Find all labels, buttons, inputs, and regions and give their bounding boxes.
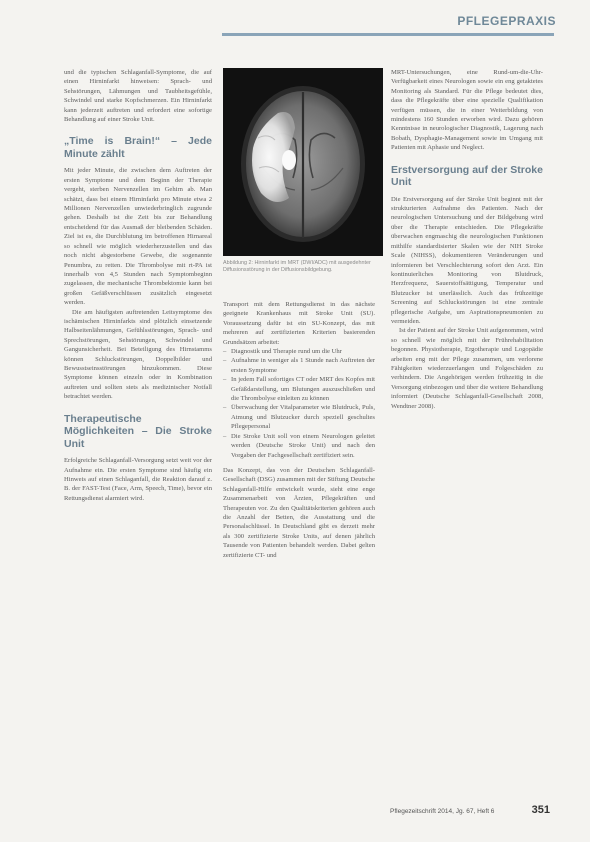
paragraph: Die Erstversorgung auf der Stroke Unit beginnt mit der strukturierten Aufnahme des Patienten. Nach der neurologischen Untersuchung und der Bildgebung wird über die Therapie entschieden. Die Pflegekräfte überwachen engmaschig die neurologischen Funktionen mithilfe standardisierter Skalen wie der NIH Stroke Scale (NIHSS), dokumentieren Veränderungen und informieren bei Verschlechterung sofort den Arzt. Ein kontinuierliches Monitoring von Blutdruck, Herzfrequenz, Sauerstoffsättigung, Temperatur und Blutzucker ist unerlässlich. Auch das frühzeitige Screening auf Schluckstörungen ist eine zentrale pflegerische Aufgabe, um Aspirationspneumonien zu vermeiden. <box>391 195 543 325</box>
section-header: PFLEGEPRAXIS <box>457 14 556 28</box>
bullet-list <box>223 347 375 460</box>
list-item: – In jedem Fall sofortiges CT oder MRT des Kopfes mit Gefäßdarstellung, um Blutungen auszuschließen und die Thrombolyse einleiten zu können <box>231 375 375 403</box>
paragraph: Die am häufigsten auftretenden Leitsymptome des ischämischen Hirninfarkts sind plötzlich einsetzende Halbseitenlähmungen, Gefühlsstörungen, Sprach- und Sprechstörungen, Sehstörungen, Schwindel und Gangunsicherheit. Bei Beteiligung des Hirnstamms können Schluckstörungen, Doppelbilder und Bewusstseinsstörungen hinzukommen. Diese Symptome können einzeln oder in Kombination auftreten und sollten stets als medizinischer Notfall betrachtet werden. <box>64 308 212 401</box>
paragraph: Transport mit dem Rettungsdienst in das nächste geeignete Krankenhaus mit Stroke Unit (SU). Voraussetzung dafür ist ein SU-Konzept, das mit mehreren auf zertifizierten Kriterien basierenden Grundsätzen arbeitet: <box>223 301 375 346</box>
list-item: – Diagnostik und Therapie rund um die Uhr <box>231 347 375 356</box>
section-heading: „Time is Brain!“ – Jede Minute zählt <box>64 135 212 160</box>
list-item: – Aufnahme in weniger als 1 Stunde nach Auftreten der ersten Symptome <box>231 356 375 375</box>
paragraph: MRT-Untersuchungen, eine Rund-um-die-Uhr-Verfügbarkeit eines Neurologen sowie ein eng getaktetes Monitoring als Standard. Für die Pflege bedeutet dies, dass die Pflegekräfte über eine spezielle Qualifikation verfügen müssen, die in einer Weiterbildung von mindestens 160 Stunden erworben wird. Dazu gehören Kenntnisse in neurologischer Diagnostik, Lagerung nach Bobath, Dysphagie-Management sowie im Umgang mit Patienten mit Aphasie und Neglect. <box>391 69 543 152</box>
text-column-middle <box>223 300 375 560</box>
paragraph: Das Konzept, das von der Deutschen Schlaganfall-Gesellschaft (DSG) zusammen mit der Stiftung Deutsche Schlaganfall-Hilfe entwickelt wurde, sieht eine enge Zusammenarbeit von Ärzten, Pflegekräften und Therapeuten vor. Zu den Qualitätskriterien gehören auch die Anzahl der Betten, die Ausstattung und die Personalschlüssel. In Deutschland gibt es derzeit mehr als 300 zertifizierte Stroke Units, auf denen jährlich Tausende von Patienten behandelt werden. Dabei gelten zertifizierte CT- und <box>223 466 375 559</box>
header-rule <box>222 33 554 36</box>
paragraph: Erfolgreiche Schlaganfall-Versorgung setzt weit vor der Aufnahme ein. Die ersten Symptome sind häufig ein Hinweis auf einen Schlaganfall, die Reaktion darauf z. B. der FAST-Test (Face, Arm, Speech, Time), bevor ein Rettungsdienst alarmiert wird. <box>64 457 212 502</box>
text-column-left <box>64 68 212 503</box>
paragraph: Ist der Patient auf der Stroke Unit aufgenommen, wird so schnell wie möglich mit der Frührehabilitation begonnen. Physiotherapie, Ergotherapie und Logopädie arbeiten eng mit der Pflege zusammen, um verlorene Fähigkeiten wiederzuerlangen und Folgeschäden zu verhindern. Die Angehörigen werden frühzeitig in die Versorgung einbezogen und über die weitere Behandlung informiert (Deutsche Schlaganfall-Gesellschaft 2008, Wendtner 2008). <box>391 327 543 410</box>
page-number: 351 <box>531 804 550 816</box>
section-heading: Therapeutische Möglichkeiten – Die Stroke Unit <box>64 412 212 450</box>
journal-citation: Pflegezeitschrift 2014, Jg. 67, Heft 6 <box>390 808 495 815</box>
section-heading: Erstversorgung auf der Stroke Unit <box>391 163 543 189</box>
figure-caption: Abbildung 2: Hirninfarkt im MRT (DWI/ADC) mit ausgedehnter Diffusionsstörung in der Diffusionsbildgebung. <box>223 260 371 273</box>
text-column-right <box>391 68 543 411</box>
mri-brain-image <box>223 68 383 256</box>
paragraph: und die typischen Schlaganfall-Symptome, die auf einen Hirninfarkt hinweisen: Sprach- und Sehstörungen, Lähmungen und Taubheitsgefühle, Schwindel und starke Kopfschmerzen. Ein Hirninfarkt kann jederzeit auftreten und erfordert eine sofortige Behandlung auf einer Stroke Unit. <box>64 69 212 124</box>
list-item: – Die Stroke Unit soll von einem Neurologen geleitet werden (Deutsche Stroke Unit) und nach den Vorgaben der Fachgesellschaft zertifiziert sein. <box>231 432 375 460</box>
paragraph: Mit jeder Minute, die zwischen dem Auftreten der ersten Symptome und dem Beginn der Therapie vergeht, sterben Nervenzellen im Gehirn ab. Man schätzt, dass bei einem Hirninfarkt pro Minute etwa 2 Millionen Nervenzellen unwiederbringlich zugrunde gehen. Deshalb ist die Zeit bis zur Behandlung entscheidend für das Ausmaß der bleibenden Schäden. Ziel ist es, die Durchblutung im betroffenen Hirnareal so schnell wie möglich wiederherzustellen und das noch nicht abgestorbene Gewebe, die sogenannte Penumbra, zu retten. Die Thrombolyse mit rt-PA ist innerhalb von 4,5 Stunden nach Symptombeginn zugelassen, die mechanische Thrombektomie kann bei großen Gefäßverschlüssen zusätzlich eingesetzt werden. <box>64 167 212 307</box>
list-item: – Überwachung der Vitalparameter wie Blutdruck, Puls, Atmung und Blutzucker durch speziell geschultes Pflegepersonal <box>231 403 375 431</box>
